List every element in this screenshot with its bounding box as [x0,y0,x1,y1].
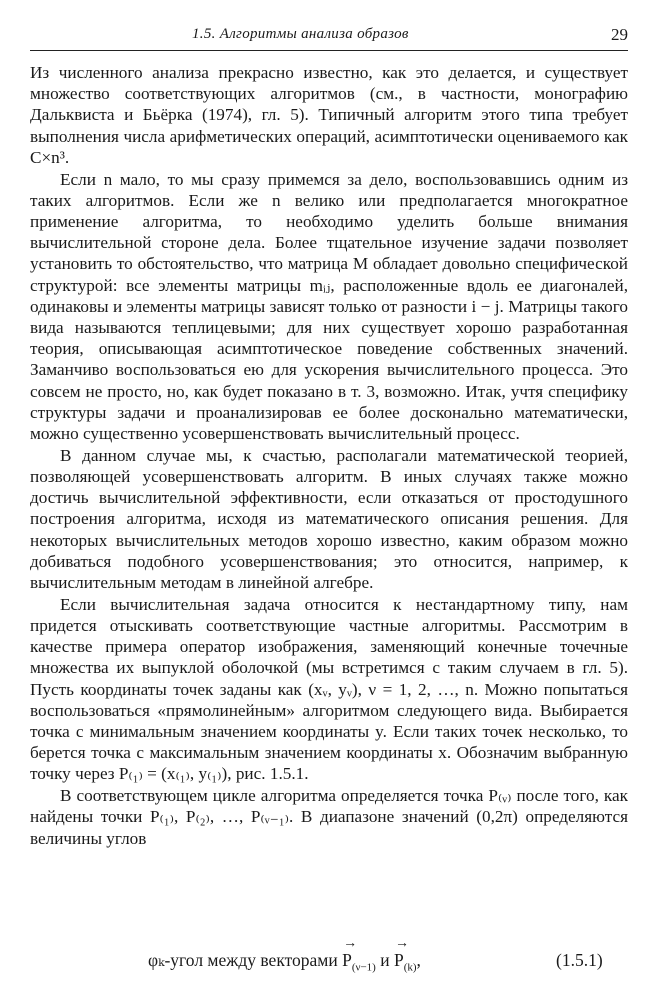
formula-conj: и [375,950,394,970]
formula-tail: , [416,950,421,970]
header-rule [30,50,628,51]
paragraph: Если n мало, то мы сразу примемся за дело, воспользовавшись одним из таких алгоритмов. Если же n велико или предполагается многократное применение алгоритма, то необходимо уделить больше внимания вычислительной стороне дела. Более тщательное изучение задачи позволяет установить то обстоятельство, что матрица M обладает довольно специфической структурой: все элементы матрицы mᵢⱼ, расположенные вдоль ее диагоналей, одинаковы и элементы матрицы зависят только от разности i − j. Матрицы такого вида называются теплицевыми; для них существует хорошо разработанная теория, описывающая асимптотическое поведение собственных значений. Заманчиво воспользоваться ею для ускорения вычислительного процесса. Это совсем не просто, но, как будет показано в т. 3, возможно. Итак, учтя специфику структуры задачи и проанализировав ее более досконально математически, можно существенно усовершенствовать вычислительный процесс. [30,169,628,444]
vector-p-k: → P [394,950,404,971]
formula-lead: φₖ-угол между векторами [148,950,343,970]
vector-p-prev: → P [342,950,352,971]
running-header [30,20,628,52]
page-number: 29 [611,25,628,44]
display-formula [0,946,650,976]
paragraph: В соответствующем цикле алгоритма определяется точка P₍ᵥ₎ после того, как найдены точки P₍₁₎, P₍₂₎, …, P₍ᵥ₋₁₎. В диапазоне значений (0,2π) определяются величины углов [30,786,628,848]
running-title: 1.5. Алгоритмы анализа образов [192,26,409,42]
vector-p-prev-sub: (ν−1) [351,961,376,974]
formula-expression [148,950,421,974]
body-text [30,62,628,849]
vector-p-k-sub: (k) [403,961,417,974]
equation-number: (1.5.1) [556,950,603,970]
paragraph-continuation: Из численного анализа прекрасно известно, как это делается, и существует множество соответствующих алгоритмов (см., в частности, монографию Дальквиста и Бьёрка (1974), гл. 5). Типичный алгоритм этого типа требует выполнения числа арифметических операций, асимптотически оцениваемого как C×n³. [30,63,628,167]
paragraph: В данном случае мы, к счастью, располагали математической теорией, позволяющей усовершенствовать алгоритм. В иных случаях также можно достичь вычислительной эффективности, если отказаться от простодушного построения алгоритма, исходя из математического описания решения. Для некоторых вычислительных методов хорошо известно, каким образом можно добиваться подобного усовершенствования; это относится, например, к вычислительным методам в линейной алгебре. [30,445,628,593]
paragraph: Если вычислительная задача относится к нестандартному типу, нам придется отыскивать соответствующие частные алгоритмы. Рассмотрим в качестве примера оператор изображения, заменяющий конечные точечные множества их выпуклой оболочкой (мы встретимся с таким случаем в гл. 5). Пусть координаты точек заданы как (xᵥ, yᵥ), ν = 1, 2, …, n. Можно попытаться воспользоваться «прямолинейным» алгоритмом следующего вида. Выбирается точка с минимальным значением координаты y. Если таких точек несколько, то берется точка с максимальным значением координаты x. Обозначим выбранную точку через P₍₁₎ = (x₍₁₎, y₍₁₎), рис. 1.5.1. [30,594,628,784]
